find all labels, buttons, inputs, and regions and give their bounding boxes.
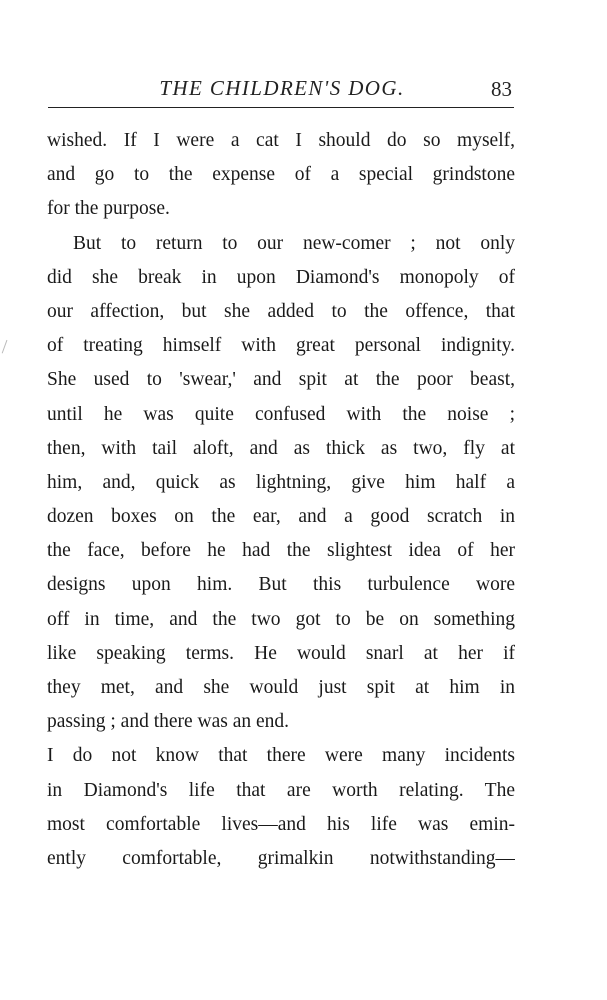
text-line: in Diamond's life that are worth relating. The [47, 779, 515, 801]
text-line: But to return to our new-comer ; not only [73, 232, 515, 254]
text-line: for the purpose. [47, 198, 170, 220]
running-head-title: THE CHILDREN'S DOG. [159, 76, 405, 100]
text-line: of treating himself with great personal indignity. [47, 335, 515, 357]
text-line: then, with tail aloft, and as thick as two, fly at [47, 437, 515, 459]
text-line: most comfortable lives—and his life was emin- [47, 813, 515, 835]
header-rule [48, 107, 514, 108]
text-line: they met, and she would just spit at him in [47, 677, 515, 698]
text-line: did she break in upon Diamond's monopoly of [47, 266, 515, 288]
text-line: ently comfortable, grimalkin notwithstanding— [47, 847, 515, 869]
page-number: 83 [491, 77, 512, 101]
text-line: designs upon him. But this turbulence wore [47, 574, 515, 596]
text-line: and go to the expense of a special grindstone [47, 164, 515, 186]
text-line: off in time, and the two got to be on something [47, 608, 515, 630]
text-line: our affection, but she added to the offence, that [47, 300, 515, 322]
text-line: the face, before he had the slightest idea of her [47, 540, 515, 562]
text-line: wished. If I were a cat I should do so myself, [47, 130, 515, 151]
text-line: I do not know that there were many incidents [47, 745, 515, 767]
text-line: dozen boxes on the ear, and a good scratch in [47, 506, 515, 528]
text-line: until he was quite confused with the noise ; [47, 403, 515, 425]
body-text [47, 124, 515, 876]
text-line: passing ; and there was an end. [47, 711, 290, 733]
running-head [48, 73, 516, 107]
text-line: him, and, quick as lightning, give him half a [47, 471, 515, 493]
text-line: She used to 'swear,' and spit at the poor beast, [47, 369, 515, 391]
text-line: like speaking terms. He would snarl at her if [47, 642, 515, 664]
margin-mark [2, 340, 10, 354]
